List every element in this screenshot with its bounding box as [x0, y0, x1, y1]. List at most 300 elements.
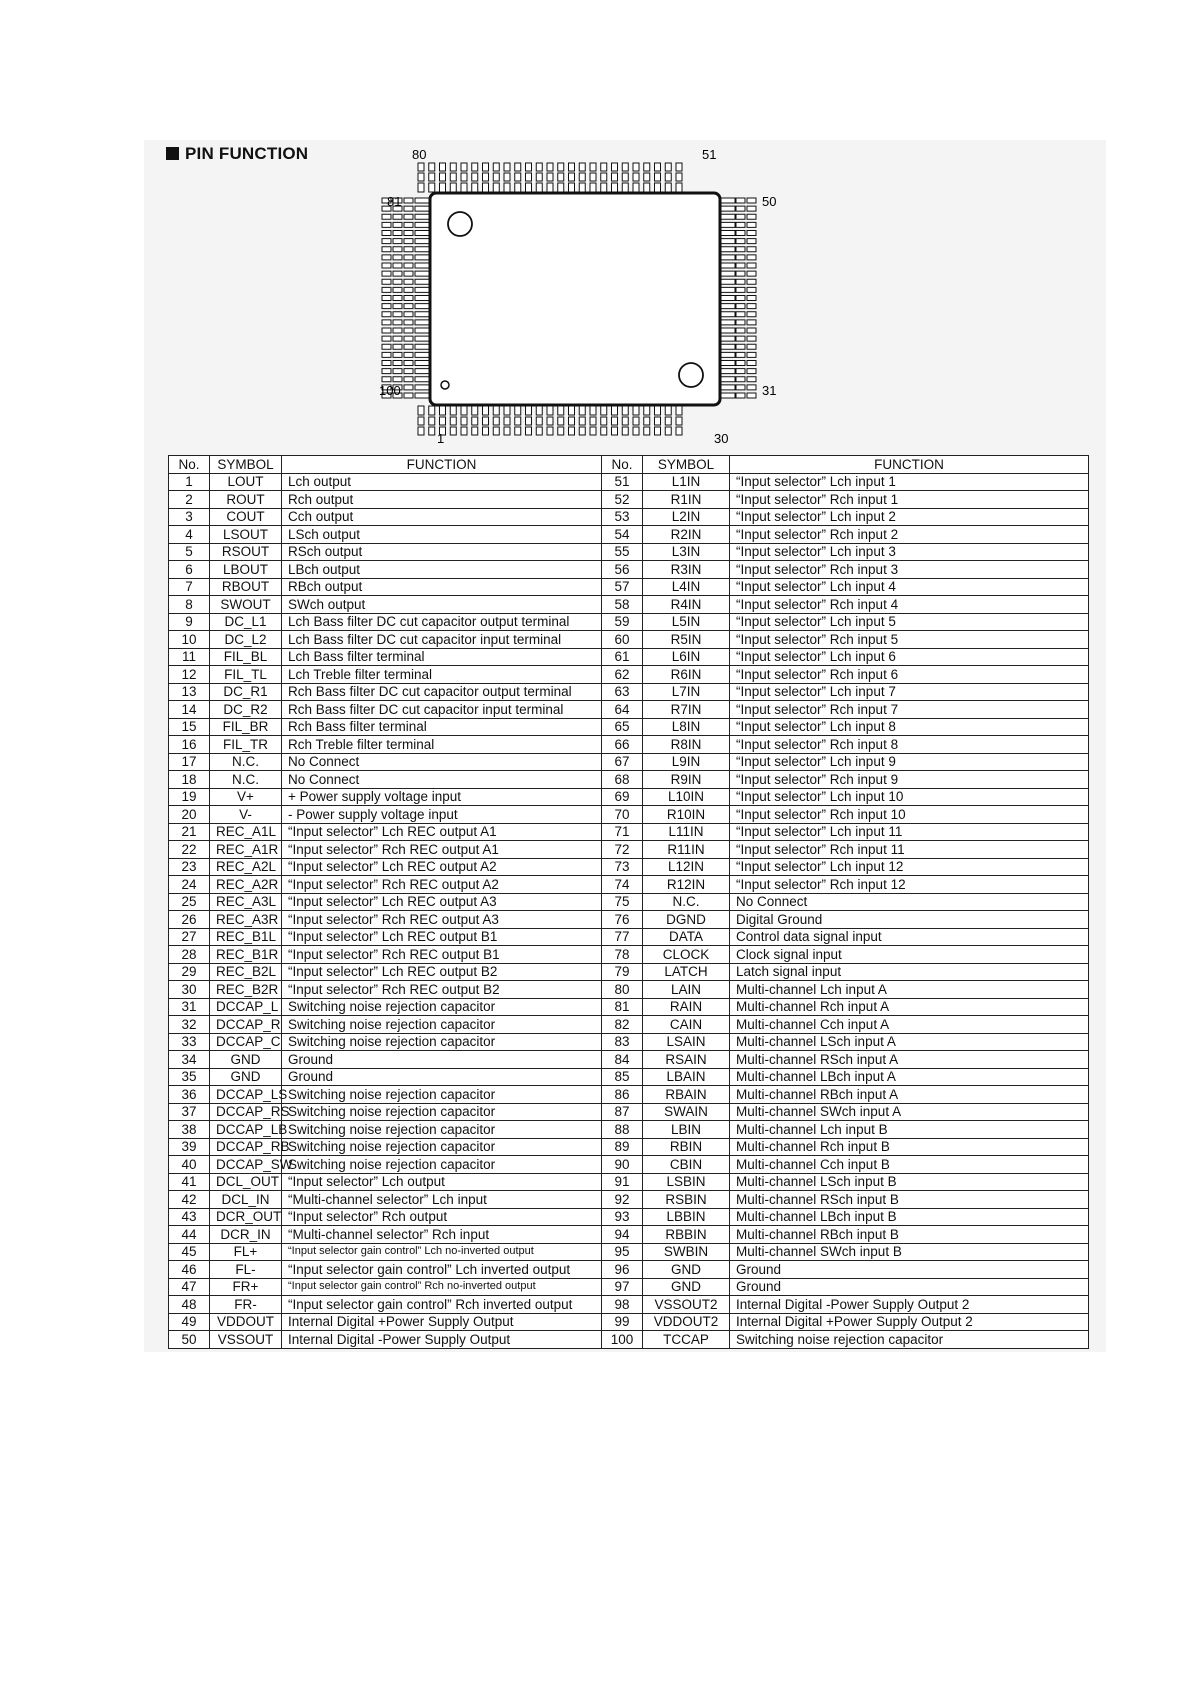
pin-function: + Power supply voltage input [282, 788, 602, 806]
table-row [169, 1121, 1089, 1139]
package-pin [382, 361, 391, 366]
pin-number: 7 [169, 578, 210, 596]
pin-number: 90 [602, 1156, 643, 1174]
package-pin [418, 183, 424, 192]
pin-symbol: DCL_IN [210, 1191, 282, 1209]
pin-function: Multi-channel Lch input B [730, 1121, 1089, 1139]
pin-number: 62 [602, 666, 643, 684]
package-pin [404, 393, 413, 398]
table-row [169, 823, 1089, 841]
pin-symbol: FR+ [210, 1278, 282, 1296]
package-pin [721, 279, 735, 284]
package-pin [429, 427, 435, 435]
pin-function: Rch Bass filter DC cut capacitor output terminal [282, 683, 602, 701]
package-pin [655, 173, 661, 181]
package-pin [558, 183, 564, 192]
package-pin [404, 271, 413, 276]
pin-function: “Input selector gain control” Lch inverted output [282, 1261, 602, 1279]
pin-function: “Input selector” Rch input 7 [730, 701, 1089, 719]
pin-symbol: DCCAP_L [210, 998, 282, 1016]
pin-symbol: VSSOUT [210, 1331, 282, 1349]
header-no: No. [169, 456, 210, 474]
package-pin [418, 163, 424, 171]
package-pin [440, 173, 446, 181]
pin-function: Ground [730, 1261, 1089, 1279]
package-pin [747, 255, 756, 260]
pins-left [382, 198, 429, 398]
pin-symbol: FL+ [210, 1243, 282, 1261]
package-pin [415, 328, 429, 333]
pin-function: Switching noise rejection capacitor [282, 1033, 602, 1051]
pin-number: 96 [602, 1261, 643, 1279]
package-pin [590, 427, 596, 435]
package-pin [393, 296, 402, 301]
pin-number: 78 [602, 946, 643, 964]
pin-number: 24 [169, 876, 210, 894]
package-pin [747, 206, 756, 211]
pin-function: Multi-channel Cch input B [730, 1156, 1089, 1174]
pin-number: 94 [602, 1226, 643, 1244]
package-pin [622, 163, 628, 171]
package-pin [569, 173, 575, 181]
package-pin [415, 336, 429, 341]
pin-symbol: R6IN [643, 666, 730, 684]
pin-number: 36 [169, 1086, 210, 1104]
package-pin [633, 183, 639, 192]
pin-function: Clock signal input [730, 946, 1089, 964]
pin-function: “Input selector” Lch REC output A1 [282, 823, 602, 841]
package-pin [404, 206, 413, 211]
package-pin [601, 183, 607, 192]
pin-function: Switching noise rejection capacitor [730, 1331, 1089, 1349]
package-pin [736, 206, 745, 211]
package-pin [429, 417, 435, 425]
package-pin [612, 163, 618, 171]
pin-function: Internal Digital -Power Supply Output [282, 1331, 602, 1349]
pin-function: Multi-channel RBch input B [730, 1226, 1089, 1244]
pin-function: Internal Digital +Power Supply Output 2 [730, 1313, 1089, 1331]
package-pin [558, 173, 564, 181]
package-pin [721, 271, 735, 276]
package-pin [676, 417, 682, 425]
pin-number: 45 [169, 1243, 210, 1261]
package-pin [547, 173, 553, 181]
pin-function: “Input selector” Rch input 2 [730, 526, 1089, 544]
package-pin [382, 320, 391, 325]
pin-function: “Input selector” Rch REC output A1 [282, 841, 602, 859]
table-row [169, 718, 1089, 736]
table-row [169, 1173, 1089, 1191]
package-pin [526, 173, 532, 181]
pin-function: “Multi-channel selector” Rch input [282, 1226, 602, 1244]
package-pin [721, 247, 735, 252]
pin-symbol: LOUT [210, 473, 282, 491]
package-pin [393, 361, 402, 366]
package-pin [504, 163, 510, 171]
pin-number: 55 [602, 543, 643, 561]
header-no: No. [602, 456, 643, 474]
pin-number: 4 [169, 526, 210, 544]
pin-symbol: CAIN [643, 1016, 730, 1034]
pin-symbol: VDDOUT [210, 1313, 282, 1331]
package-pin [676, 173, 682, 181]
package-pin [404, 279, 413, 284]
table-row [169, 1103, 1089, 1121]
package-pin [461, 163, 467, 171]
package-pin [655, 163, 661, 171]
package-pin [612, 406, 618, 415]
pin-function: SWch output [282, 596, 602, 614]
package-pin [747, 279, 756, 284]
pin-symbol: FIL_BL [210, 648, 282, 666]
pin-symbol: LATCH [643, 963, 730, 981]
package-pin [382, 239, 391, 244]
pin-symbol: DC_L1 [210, 613, 282, 631]
package-pin [393, 239, 402, 244]
pin-symbol: DCCAP_LB [210, 1121, 282, 1139]
pin-symbol: VDDOUT2 [643, 1313, 730, 1331]
package-pin [536, 183, 542, 192]
pin-number: 40 [169, 1156, 210, 1174]
package-pin [736, 222, 745, 227]
package-pin [747, 377, 756, 382]
package-pin [382, 263, 391, 268]
package-pin [382, 328, 391, 333]
package-pin [721, 385, 735, 390]
package-pin [493, 417, 499, 425]
pin-symbol: L10IN [643, 788, 730, 806]
package-pin [382, 271, 391, 276]
pin-symbol: RSBIN [643, 1191, 730, 1209]
package-pin [736, 287, 745, 292]
package-pin [461, 173, 467, 181]
package-pin [393, 287, 402, 292]
package-pin [526, 406, 532, 415]
package-pin [536, 417, 542, 425]
pin-number: 5 [169, 543, 210, 561]
pin-symbol: LSAIN [643, 1033, 730, 1051]
package-pin [415, 198, 429, 203]
package-pin [382, 231, 391, 236]
package-pin [721, 255, 735, 260]
pin-number: 39 [169, 1138, 210, 1156]
package-pin [747, 198, 756, 203]
pin-function: “Input selector” Lch REC output A3 [282, 893, 602, 911]
package-pin [404, 296, 413, 301]
package-pin [393, 222, 402, 227]
package-pin [721, 369, 735, 374]
package-pin [493, 427, 499, 435]
pin-label-51: 51 [702, 147, 717, 162]
pin-function: Cch output [282, 508, 602, 526]
pin-function: “Input selector” Lch input 10 [730, 788, 1089, 806]
pin-function: “Input selector gain control” Rch inverted output [282, 1296, 602, 1314]
package-pin [472, 427, 478, 435]
package-pin [665, 417, 671, 425]
package-pin [429, 173, 435, 181]
pin-number: 75 [602, 893, 643, 911]
pin-number: 81 [602, 998, 643, 1016]
package-pin [547, 406, 553, 415]
pin-function: Multi-channel RBch input A [730, 1086, 1089, 1104]
pin-function: “Input selector” Rch input 3 [730, 561, 1089, 579]
package-pin [415, 231, 429, 236]
pin-function: “Input selector” Lch input 4 [730, 578, 1089, 596]
pin-number: 31 [169, 998, 210, 1016]
pin-number: 63 [602, 683, 643, 701]
pin-number: 84 [602, 1051, 643, 1069]
pin-function: Rch output [282, 491, 602, 509]
package-pin [393, 377, 402, 382]
pin-function: Multi-channel Rch input B [730, 1138, 1089, 1156]
pin-symbol: GND [643, 1261, 730, 1279]
pin-symbol: DCCAP_LS [210, 1086, 282, 1104]
package-pin [415, 239, 429, 244]
pin-function: “Input selector” Lch REC output B1 [282, 928, 602, 946]
pin-number: 16 [169, 736, 210, 754]
pins-top [418, 163, 682, 192]
pin-function: No Connect [282, 753, 602, 771]
package-pin [450, 173, 456, 181]
package-pin [393, 344, 402, 349]
package-pin [393, 369, 402, 374]
package-pin [515, 163, 521, 171]
pin-number: 37 [169, 1103, 210, 1121]
package-pin [415, 263, 429, 268]
table-row [169, 841, 1089, 859]
package-pin [590, 173, 596, 181]
package-pin [721, 206, 735, 211]
pin-number: 92 [602, 1191, 643, 1209]
pin-number: 74 [602, 876, 643, 894]
pin-number: 13 [169, 683, 210, 701]
package-pin [736, 271, 745, 276]
package-pin [515, 173, 521, 181]
table-row [169, 876, 1089, 894]
pin-label-1: 1 [437, 431, 445, 446]
pin-function: - Power supply voltage input [282, 806, 602, 824]
pin-function: “Input selector” Lch input 7 [730, 683, 1089, 701]
pin-symbol: RSOUT [210, 543, 282, 561]
package-pin [721, 239, 735, 244]
package-pin [633, 406, 639, 415]
pin-number: 59 [602, 613, 643, 631]
pin-number: 72 [602, 841, 643, 859]
pin-symbol: L8IN [643, 718, 730, 736]
pin-function: “Input selector” Lch output [282, 1173, 602, 1191]
pin-symbol: L4IN [643, 578, 730, 596]
package-pin [415, 369, 429, 374]
pin-symbol: R3IN [643, 561, 730, 579]
pin-symbol: SWOUT [210, 596, 282, 614]
pin-function: “Input selector” Rch input 6 [730, 666, 1089, 684]
pin-number: 44 [169, 1226, 210, 1244]
package-pin [382, 296, 391, 301]
package-pin [736, 239, 745, 244]
package-pin [472, 183, 478, 192]
package-pin [622, 427, 628, 435]
package-pin [736, 312, 745, 317]
pin-symbol: RBBIN [643, 1226, 730, 1244]
package-pin [404, 344, 413, 349]
pin-function: Ground [730, 1278, 1089, 1296]
pin-symbol: FIL_TR [210, 736, 282, 754]
table-row [169, 1208, 1089, 1226]
pin-symbol: R8IN [643, 736, 730, 754]
package-pin [547, 183, 553, 192]
package-pin [579, 173, 585, 181]
package-pin [418, 417, 424, 425]
corner-marker-large-icon [679, 363, 703, 387]
table-row [169, 578, 1089, 596]
table-row [169, 1086, 1089, 1104]
package-pin [622, 173, 628, 181]
package-pin [404, 304, 413, 309]
pin-number: 61 [602, 648, 643, 666]
package-pin [472, 406, 478, 415]
pin-symbol: RBAIN [643, 1086, 730, 1104]
package-pin [450, 417, 456, 425]
pin-symbol: SWBIN [643, 1243, 730, 1261]
pin-function: Latch signal input [730, 963, 1089, 981]
package-pin [415, 247, 429, 252]
pin-number: 15 [169, 718, 210, 736]
package-pin [747, 369, 756, 374]
pin-function: Multi-channel RSch input B [730, 1191, 1089, 1209]
pin-function: LSch output [282, 526, 602, 544]
package-pin [633, 417, 639, 425]
pin-symbol: DC_L2 [210, 631, 282, 649]
pin-symbol: N.C. [210, 753, 282, 771]
package-pin [404, 361, 413, 366]
pin-number: 17 [169, 753, 210, 771]
pin-number: 48 [169, 1296, 210, 1314]
package-pin [472, 417, 478, 425]
pin-function: Multi-channel LBch input B [730, 1208, 1089, 1226]
table-row [169, 1156, 1089, 1174]
header-symbol: SYMBOL [643, 456, 730, 474]
package-pin [382, 247, 391, 252]
table-row [169, 1296, 1089, 1314]
pin-number: 86 [602, 1086, 643, 1104]
package-pin [612, 183, 618, 192]
pin-number: 10 [169, 631, 210, 649]
pin-symbol: LBAIN [643, 1068, 730, 1086]
pin-symbol: REC_A3L [210, 893, 282, 911]
pin-symbol: DC_R2 [210, 701, 282, 719]
pin-label-30: 30 [714, 431, 729, 446]
package-pin [736, 198, 745, 203]
pin-symbol: R2IN [643, 526, 730, 544]
package-pin [747, 222, 756, 227]
package-pin [590, 406, 596, 415]
table-row [169, 1226, 1089, 1244]
package-pin [393, 352, 402, 357]
package-pin [579, 183, 585, 192]
package-pin [612, 173, 618, 181]
table-row [169, 928, 1089, 946]
section-heading [166, 144, 308, 164]
table-row [169, 806, 1089, 824]
pin-symbol: RBIN [643, 1138, 730, 1156]
package-pin [747, 361, 756, 366]
pin-function: Switching noise rejection capacitor [282, 998, 602, 1016]
pin-function: Multi-channel SWch input A [730, 1103, 1089, 1121]
pin-symbol: CLOCK [643, 946, 730, 964]
pin-number: 99 [602, 1313, 643, 1331]
pin-number: 49 [169, 1313, 210, 1331]
package-pin [721, 361, 735, 366]
package-pin [504, 173, 510, 181]
pin-symbol: L9IN [643, 753, 730, 771]
chip-body [430, 193, 720, 405]
package-pin [644, 417, 650, 425]
package-pin [547, 163, 553, 171]
package-pin [747, 304, 756, 309]
package-pin [415, 393, 429, 398]
package-pin [472, 173, 478, 181]
pin-number: 53 [602, 508, 643, 526]
package-pin [450, 427, 456, 435]
package-pin [569, 427, 575, 435]
package-pin [676, 163, 682, 171]
table-row [169, 1016, 1089, 1034]
pin-number: 70 [602, 806, 643, 824]
pin-function: “Input selector” Lch REC output B2 [282, 963, 602, 981]
table-row [169, 596, 1089, 614]
pin-symbol: R5IN [643, 631, 730, 649]
table-row [169, 911, 1089, 929]
pin-function: Switching noise rejection capacitor [282, 1103, 602, 1121]
pin1-dot-small-icon [441, 381, 449, 389]
package-pin [736, 328, 745, 333]
pin-function: No Connect [730, 893, 1089, 911]
package-pin [547, 417, 553, 425]
package-pin [404, 239, 413, 244]
pin-number: 73 [602, 858, 643, 876]
table-row [169, 1138, 1089, 1156]
pin-label-31: 31 [762, 383, 777, 398]
pin-function: Multi-channel LBch input A [730, 1068, 1089, 1086]
pin-label-81: 81 [387, 194, 402, 209]
pin-function: Switching noise rejection capacitor [282, 1086, 602, 1104]
pin-symbol: GND [210, 1051, 282, 1069]
package-pin [382, 369, 391, 374]
package-pin [747, 352, 756, 357]
pin-function: “Input selector” Lch input 3 [730, 543, 1089, 561]
package-pin [721, 231, 735, 236]
package-pin [721, 198, 735, 203]
package-pin [622, 406, 628, 415]
package-pin [721, 393, 735, 398]
pin-number: 11 [169, 648, 210, 666]
package-pin [736, 336, 745, 341]
package-pin [747, 231, 756, 236]
package-pin [747, 247, 756, 252]
pin-label-100: 100 [379, 383, 401, 398]
pin-number: 56 [602, 561, 643, 579]
pin-number: 6 [169, 561, 210, 579]
package-pin [404, 369, 413, 374]
pin-function: “Input selector” Lch input 8 [730, 718, 1089, 736]
package-pin [382, 377, 391, 382]
section-heading-text: PIN FUNCTION [185, 144, 309, 163]
package-pin [382, 255, 391, 260]
package-pin [676, 427, 682, 435]
pin-symbol: LBIN [643, 1121, 730, 1139]
package-pin [747, 336, 756, 341]
pin-symbol: LBOUT [210, 561, 282, 579]
